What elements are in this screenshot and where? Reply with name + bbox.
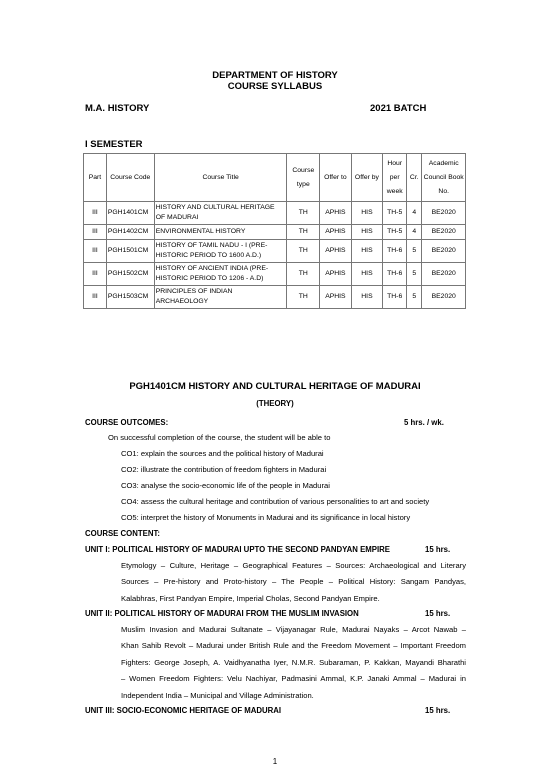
cell-offer-to: APHIS <box>320 202 352 225</box>
unit-line: Khan Sahib Revolt – Madurai under British Rule and the Freedom Movement – Important Freedom <box>121 641 466 651</box>
col-course-type: Course type <box>287 154 320 202</box>
cell-type: TH <box>287 286 320 309</box>
cell-part: III <box>84 202 107 225</box>
unit-line: Sources – Pre-history and Proto-history – The People – Political History: Sangam Pandyas, <box>121 577 466 587</box>
cell-book: BE2020 <box>422 263 466 286</box>
course-subheading: (THEORY) <box>256 399 294 408</box>
outcomes-hours: 5 hrs. / wk. <box>404 418 444 427</box>
table-row <box>84 240 466 263</box>
cell-type: TH <box>287 240 320 263</box>
col-hour-per-week: Hour per week <box>383 154 407 202</box>
cell-offer-to: APHIS <box>320 263 352 286</box>
table-row <box>84 202 466 225</box>
cell-title: PRINCIPLES OF INDIAN ARCHAEOLOGY <box>154 286 287 309</box>
course-outcome: CO2: illustrate the contribution of freedom fighters in Madurai <box>121 465 327 474</box>
unit-line: Muslim Invasion and Madurai Sultanate – Vijayanagar Rule, Madurai Nayaks – Arcot Nawab – <box>121 625 466 634</box>
cell-book: BE2020 <box>422 286 466 309</box>
cell-type: TH <box>287 263 320 286</box>
cell-hours: TH-6 <box>383 240 407 263</box>
content-label: COURSE CONTENT: <box>85 529 160 538</box>
course-outcome: CO3: analyse the socio-economic life of the people in Madurai <box>121 481 330 490</box>
unit-title: UNIT III: SOCIO-ECONOMIC HERITAGE OF MADURAI <box>85 706 282 715</box>
cell-book: BE2020 <box>422 240 466 263</box>
cell-offer-by: HIS <box>351 225 383 240</box>
cell-part: III <box>84 263 107 286</box>
cell-type: TH <box>287 225 320 240</box>
cell-offer-to: APHIS <box>320 225 352 240</box>
cell-credits: 4 <box>407 225 422 240</box>
unit-line: Independent India – Municipal and Village Administration. <box>121 690 314 700</box>
unit-line: Etymology – Culture, Heritage – Geographical Features – Sources: Archaeological and Literary <box>121 561 466 570</box>
cell-credits: 5 <box>407 286 422 309</box>
cell-hours: TH-5 <box>383 202 407 225</box>
cell-hours: TH-5 <box>383 225 407 240</box>
outcomes-label: COURSE OUTCOMES: <box>85 418 169 427</box>
cell-code: PGH1402CM <box>106 225 154 240</box>
cell-hours: TH-6 <box>383 263 407 286</box>
course-heading: PGH1401CM HISTORY AND CULTURAL HERITAGE OF MADURAI <box>129 381 421 392</box>
cell-code: PGH1501CM <box>106 240 154 263</box>
department-title: DEPARTMENT OF HISTORY <box>212 70 338 81</box>
cell-title: ENVIRONMENTAL HISTORY <box>154 225 287 240</box>
unit-body <box>121 622 466 704</box>
cell-title: HISTORY AND CULTURAL HERITAGE OF MADURAI <box>154 202 287 225</box>
table-row <box>84 286 466 309</box>
table-row <box>84 225 466 240</box>
cell-part: III <box>84 286 107 309</box>
cell-code: PGH1502CM <box>106 263 154 286</box>
unit-hours: 15 hrs. <box>425 609 451 618</box>
unit-line: Fighters: George Joseph, A. Vaidhyanatha Iyer, N.M.R. Subaraman, P. Kakkan, Mayandi Bharathi <box>121 657 466 667</box>
cell-title: HISTORY OF TAMIL NADU - I (PRE-HISTORIC PERIOD TO 1600 A.D.) <box>154 240 287 263</box>
cell-credits: 5 <box>407 240 422 263</box>
cell-code: PGH1401CM <box>106 202 154 225</box>
col-course-title: Course Title <box>154 154 287 202</box>
col-course-code: Course Code <box>106 154 154 202</box>
course-outcome: CO1: explain the sources and the political history of Madurai <box>121 449 324 458</box>
unit-title: UNIT II: POLITICAL HISTORY OF MADURAI FROM THE MUSLIM INVASION <box>85 609 359 618</box>
unit-hours: 15 hrs. <box>425 706 451 715</box>
course-outcome: CO5: interpret the history of Monuments in Madurai and its significance in local history <box>121 513 411 522</box>
course-outcome: CO4: assess the cultural heritage and contribution of various personalities to art and society <box>121 497 430 506</box>
table-row <box>84 263 466 286</box>
col-credits: Cr. <box>407 154 422 202</box>
outcomes-intro: On successful completion of the course, the student will be able to <box>108 433 331 442</box>
cell-offer-by: HIS <box>351 240 383 263</box>
cell-code: PGH1503CM <box>106 286 154 309</box>
unit-body <box>121 558 466 607</box>
page-number: 1 <box>272 757 278 766</box>
cell-book: BE2020 <box>422 225 466 240</box>
cell-offer-by: HIS <box>351 263 383 286</box>
col-offer-by: Offer by <box>351 154 383 202</box>
batch-label: 2021 BATCH <box>370 103 427 114</box>
cell-type: TH <box>287 202 320 225</box>
semester-label: I SEMESTER <box>85 139 143 150</box>
cell-title: HISTORY OF ANCIENT INDIA (PRE-HISTORIC PERIOD TO 1206 - A.D) <box>154 263 287 286</box>
cell-credits: 5 <box>407 263 422 286</box>
unit-hours: 15 hrs. <box>425 545 451 554</box>
unit-line: – Women Freedom Fighters: Velu Nachiyar, Padmasini Ammal, K.P. Janaki Ammal – Madurai in <box>121 674 466 684</box>
course-table <box>83 153 466 309</box>
cell-part: III <box>84 240 107 263</box>
syllabus-title: COURSE SYLLABUS <box>227 81 323 92</box>
col-part: Part <box>84 154 107 202</box>
cell-book: BE2020 <box>422 202 466 225</box>
unit-line: Kalabhras, First Pandyan Empire, Imperial Cholas, Second Pandyan Empire. <box>121 593 380 603</box>
unit-title: UNIT I: POLITICAL HISTORY OF MADURAI UPTO THE SECOND PANDYAN EMPIRE <box>85 545 390 554</box>
col-academic-council-book: Academic Council Book No. <box>422 154 466 202</box>
col-offer-to: Offer to <box>320 154 352 202</box>
program-label: M.A. HISTORY <box>85 103 150 114</box>
cell-hours: TH-6 <box>383 286 407 309</box>
cell-part: III <box>84 225 107 240</box>
cell-offer-to: APHIS <box>320 286 352 309</box>
cell-offer-by: HIS <box>351 286 383 309</box>
cell-offer-by: HIS <box>351 202 383 225</box>
cell-offer-to: APHIS <box>320 240 352 263</box>
table-header-row <box>84 154 466 202</box>
cell-credits: 4 <box>407 202 422 225</box>
